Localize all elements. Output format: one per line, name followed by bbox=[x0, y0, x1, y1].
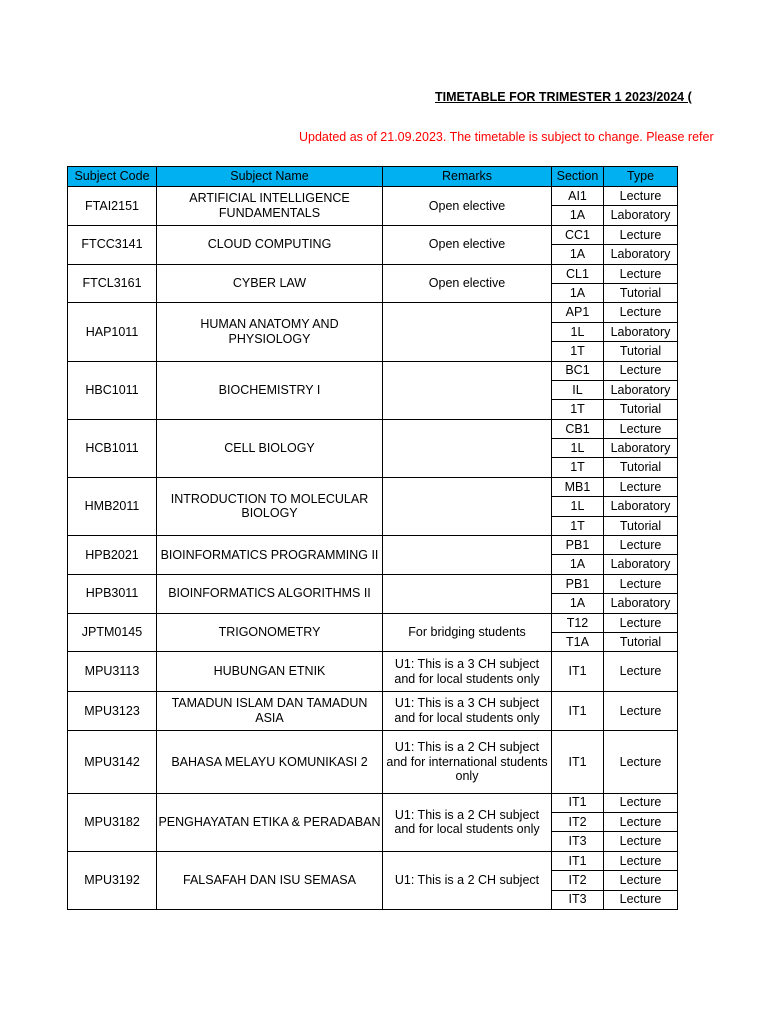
type-cell: Lecture bbox=[604, 361, 678, 380]
subject-name-cell: HUMAN ANATOMY AND PHYSIOLOGY bbox=[157, 303, 383, 361]
type-cell: Lecture bbox=[604, 812, 678, 831]
type-cell: Tutorial bbox=[604, 283, 678, 302]
type-cell: Lecture bbox=[604, 187, 678, 206]
type-cell: Laboratory bbox=[604, 439, 678, 458]
page-title: TIMETABLE FOR TRIMESTER 1 2023/2024 ( bbox=[435, 90, 692, 104]
type-cell: Laboratory bbox=[604, 497, 678, 516]
type-cell: Lecture bbox=[604, 574, 678, 593]
type-cell: Lecture bbox=[604, 731, 678, 793]
section-cell: AI1 bbox=[552, 187, 604, 206]
remarks-cell bbox=[383, 303, 552, 361]
subject-name-cell: BIOINFORMATICS PROGRAMMING II bbox=[157, 536, 383, 575]
section-cell: 1A bbox=[552, 283, 604, 302]
type-cell: Lecture bbox=[604, 691, 678, 730]
section-cell: IL bbox=[552, 380, 604, 399]
section-cell: 1T bbox=[552, 458, 604, 477]
subject-name-cell: PENGHAYATAN ETIKA & PERADABAN bbox=[157, 793, 383, 851]
section-cell: IT1 bbox=[552, 851, 604, 870]
subject-code-cell: MPU3113 bbox=[68, 652, 157, 691]
section-cell: BC1 bbox=[552, 361, 604, 380]
section-cell: CL1 bbox=[552, 264, 604, 283]
type-cell: Lecture bbox=[604, 613, 678, 632]
section-cell: PB1 bbox=[552, 536, 604, 555]
section-cell: T1A bbox=[552, 632, 604, 651]
section-cell: IT3 bbox=[552, 832, 604, 851]
subject-code-cell: FTAI2151 bbox=[68, 187, 157, 226]
remarks-cell: U1: This is a 2 CH subject and for international students only bbox=[383, 731, 552, 793]
subject-name-cell: ARTIFICIAL INTELLIGENCE FUNDAMENTALS bbox=[157, 187, 383, 226]
section-cell: MB1 bbox=[552, 477, 604, 496]
section-cell: IT1 bbox=[552, 691, 604, 730]
table-row bbox=[68, 361, 678, 380]
subject-code-cell: MPU3192 bbox=[68, 851, 157, 909]
table-row bbox=[68, 536, 678, 555]
remarks-cell: U1: This is a 2 CH subject and for local students only bbox=[383, 793, 552, 851]
table-row bbox=[68, 691, 678, 730]
subject-name-cell: BAHASA MELAYU KOMUNIKASI 2 bbox=[157, 731, 383, 793]
subject-name-cell: CELL BIOLOGY bbox=[157, 419, 383, 477]
table-row bbox=[68, 851, 678, 870]
section-cell: IT2 bbox=[552, 871, 604, 890]
type-cell: Lecture bbox=[604, 225, 678, 244]
table-row bbox=[68, 613, 678, 632]
table-row bbox=[68, 419, 678, 438]
table-row bbox=[68, 793, 678, 812]
timetable-table bbox=[67, 166, 678, 910]
subject-code-cell: MPU3123 bbox=[68, 691, 157, 730]
remarks-cell bbox=[383, 361, 552, 419]
type-cell: Laboratory bbox=[604, 380, 678, 399]
remarks-cell bbox=[383, 536, 552, 575]
subject-code-cell: HBC1011 bbox=[68, 361, 157, 419]
remarks-cell: U1: This is a 2 CH subject bbox=[383, 851, 552, 909]
header-subject-code: Subject Code bbox=[68, 167, 157, 187]
subject-name-cell: CYBER LAW bbox=[157, 264, 383, 303]
section-cell: 1T bbox=[552, 342, 604, 361]
section-cell: 1L bbox=[552, 439, 604, 458]
table-row bbox=[68, 731, 678, 793]
subject-code-cell: HCB1011 bbox=[68, 419, 157, 477]
type-cell: Tutorial bbox=[604, 516, 678, 535]
type-cell: Tutorial bbox=[604, 400, 678, 419]
remarks-cell: U1: This is a 3 CH subject and for local students only bbox=[383, 652, 552, 691]
subject-name-cell: BIOCHEMISTRY I bbox=[157, 361, 383, 419]
type-cell: Lecture bbox=[604, 851, 678, 870]
header-section: Section bbox=[552, 167, 604, 187]
section-cell: 1L bbox=[552, 322, 604, 341]
subject-code-cell: MPU3182 bbox=[68, 793, 157, 851]
remarks-cell: For bridging students bbox=[383, 613, 552, 652]
table-row bbox=[68, 187, 678, 206]
type-cell: Laboratory bbox=[604, 322, 678, 341]
table-row bbox=[68, 264, 678, 283]
type-cell: Lecture bbox=[604, 871, 678, 890]
section-cell: IT1 bbox=[552, 793, 604, 812]
section-cell: 1A bbox=[552, 245, 604, 264]
subject-code-cell: HMB2011 bbox=[68, 477, 157, 535]
header-type: Type bbox=[604, 167, 678, 187]
table-row bbox=[68, 477, 678, 496]
subject-name-cell: HUBUNGAN ETNIK bbox=[157, 652, 383, 691]
remarks-cell bbox=[383, 477, 552, 535]
type-cell: Laboratory bbox=[604, 245, 678, 264]
header-remarks: Remarks bbox=[383, 167, 552, 187]
section-cell: CC1 bbox=[552, 225, 604, 244]
type-cell: Lecture bbox=[604, 832, 678, 851]
subject-name-cell: BIOINFORMATICS ALGORITHMS II bbox=[157, 574, 383, 613]
subject-name-cell: INTRODUCTION TO MOLECULAR BIOLOGY bbox=[157, 477, 383, 535]
section-cell: T12 bbox=[552, 613, 604, 632]
type-cell: Laboratory bbox=[604, 206, 678, 225]
remarks-cell: Open elective bbox=[383, 187, 552, 226]
type-cell: Tutorial bbox=[604, 458, 678, 477]
section-cell: CB1 bbox=[552, 419, 604, 438]
section-cell: AP1 bbox=[552, 303, 604, 322]
type-cell: Tutorial bbox=[604, 342, 678, 361]
table-row bbox=[68, 652, 678, 691]
remarks-cell bbox=[383, 574, 552, 613]
type-cell: Tutorial bbox=[604, 632, 678, 651]
type-cell: Lecture bbox=[604, 477, 678, 496]
table-row bbox=[68, 303, 678, 322]
subject-code-cell: MPU3142 bbox=[68, 731, 157, 793]
section-cell: 1A bbox=[552, 555, 604, 574]
type-cell: Lecture bbox=[604, 793, 678, 812]
type-cell: Lecture bbox=[604, 536, 678, 555]
subject-name-cell: TRIGONOMETRY bbox=[157, 613, 383, 652]
table-row bbox=[68, 225, 678, 244]
type-cell: Lecture bbox=[604, 890, 678, 909]
section-cell: PB1 bbox=[552, 574, 604, 593]
section-cell: 1T bbox=[552, 516, 604, 535]
section-cell: 1A bbox=[552, 594, 604, 613]
timetable-body bbox=[68, 187, 678, 910]
section-cell: IT2 bbox=[552, 812, 604, 831]
section-cell: IT1 bbox=[552, 731, 604, 793]
section-cell: IT3 bbox=[552, 890, 604, 909]
subject-name-cell: CLOUD COMPUTING bbox=[157, 225, 383, 264]
section-cell: 1A bbox=[552, 206, 604, 225]
remarks-cell: Open elective bbox=[383, 225, 552, 264]
type-cell: Lecture bbox=[604, 652, 678, 691]
remarks-cell: Open elective bbox=[383, 264, 552, 303]
subject-code-cell: HPB3011 bbox=[68, 574, 157, 613]
subject-name-cell: TAMADUN ISLAM DAN TAMADUN ASIA bbox=[157, 691, 383, 730]
header-row bbox=[68, 167, 678, 187]
subject-code-cell: FTCL3161 bbox=[68, 264, 157, 303]
type-cell: Laboratory bbox=[604, 594, 678, 613]
subject-code-cell: HPB2021 bbox=[68, 536, 157, 575]
subject-code-cell: FTCC3141 bbox=[68, 225, 157, 264]
section-cell: IT1 bbox=[552, 652, 604, 691]
subject-code-cell: HAP1011 bbox=[68, 303, 157, 361]
type-cell: Lecture bbox=[604, 264, 678, 283]
subject-code-cell: JPTM0145 bbox=[68, 613, 157, 652]
subject-name-cell: FALSAFAH DAN ISU SEMASA bbox=[157, 851, 383, 909]
remarks-cell bbox=[383, 419, 552, 477]
type-cell: Laboratory bbox=[604, 555, 678, 574]
header-subject-name: Subject Name bbox=[157, 167, 383, 187]
type-cell: Lecture bbox=[604, 419, 678, 438]
section-cell: 1T bbox=[552, 400, 604, 419]
type-cell: Lecture bbox=[604, 303, 678, 322]
table-row bbox=[68, 574, 678, 593]
remarks-cell: U1: This is a 3 CH subject and for local students only bbox=[383, 691, 552, 730]
update-notice: Updated as of 21.09.2023. The timetable is subject to change. Please refer bbox=[299, 130, 714, 144]
section-cell: 1L bbox=[552, 497, 604, 516]
